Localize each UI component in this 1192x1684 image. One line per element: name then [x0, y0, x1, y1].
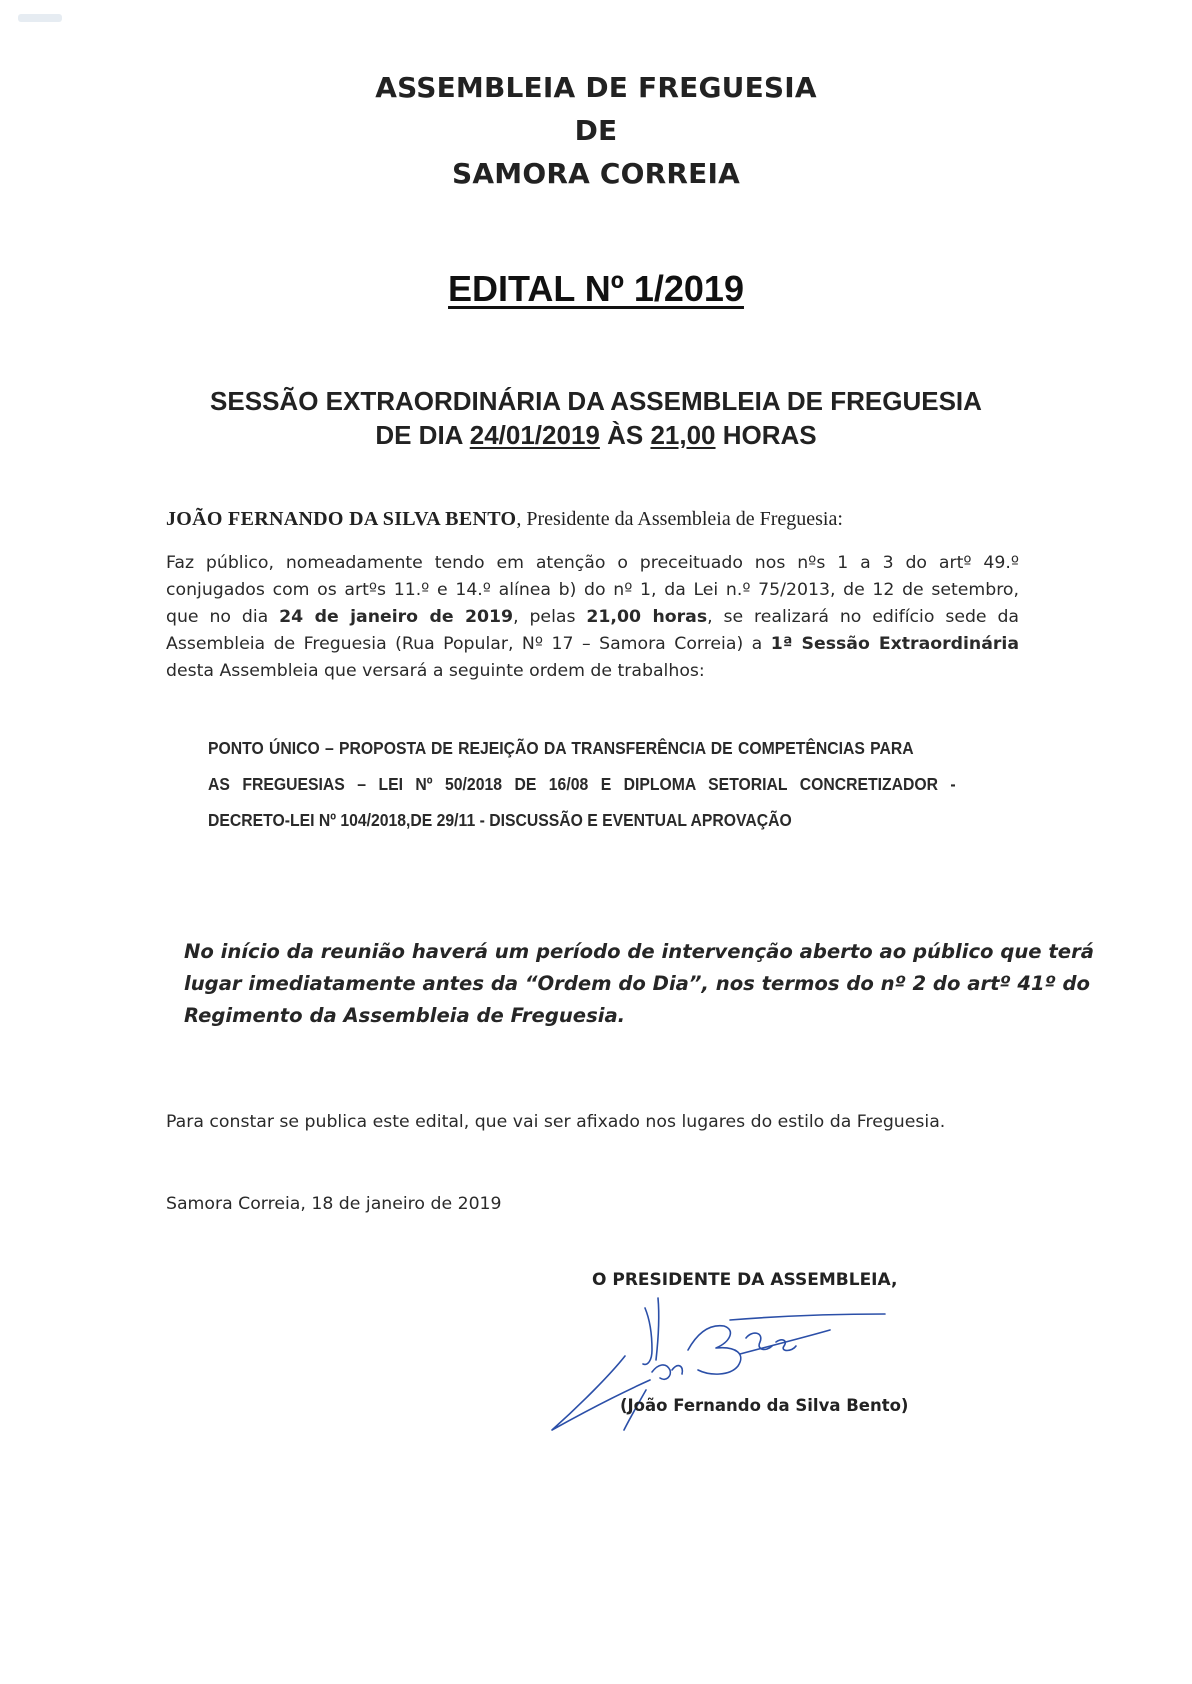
- edital-title: [0, 268, 1192, 310]
- document-header: [0, 66, 1192, 195]
- body-text: , se realizará no edifício sede da: [707, 607, 1020, 627]
- president-intro: [166, 508, 843, 531]
- body-line-4: [166, 631, 1019, 658]
- header-line-3: SAMORA CORREIA: [452, 157, 740, 190]
- notice-line-2: lugar imediatamente antes da “Ordem do Dia”, nos termos do nº 2 do artº 41º do: [184, 972, 1090, 995]
- place-and-date: Samora Correia, 18 de janeiro de 2019: [166, 1194, 502, 1214]
- meeting-time: 21,00 horas: [586, 607, 708, 627]
- session-suffix: HORAS: [715, 420, 817, 450]
- header-line-2: DE: [574, 114, 618, 147]
- agenda-line-1: PONTO ÚNICO – PROPOSTA DE REJEIÇÃO DA TRANSFERÊNCIA DE COMPETÊNCIAS PARA: [208, 738, 914, 758]
- public-notice: [184, 936, 1094, 1032]
- session-number: 1ª Sessão Extraordinária: [770, 634, 1019, 654]
- session-line-2: [0, 418, 1192, 452]
- signature-title: O PRESIDENTE DA ASSEMBLEIA,: [592, 1270, 898, 1290]
- session-time: 21,00: [650, 420, 716, 450]
- signatory-name: (João Fernando da Silva Bento): [620, 1396, 909, 1415]
- agenda-line-2: AS FREGUESIAS – LEI Nº 50/2018 DE 16/08 E DIPLOMA SETORIAL CONCRETIZADOR -: [208, 774, 956, 794]
- scan-artifact: [18, 14, 62, 22]
- meeting-date: 24 de janeiro de 2019: [279, 607, 514, 627]
- notice-line-1: No início da reunião haverá um período de intervenção aberto ao público que terá: [184, 940, 1094, 963]
- session-mid: ÀS: [599, 420, 651, 450]
- body-text: Assembleia de Freguesia (Rua Popular, Nº 17 – Samora Correia) a: [166, 634, 771, 654]
- body-line-3: [166, 604, 1019, 631]
- session-line-1: SESSÃO EXTRAORDINÁRIA DA ASSEMBLEIA DE FREGUESIA: [210, 386, 982, 416]
- body-line-5: desta Assembleia que versará a seguinte ordem de trabalhos:: [166, 661, 705, 681]
- notice-line-3: Regimento da Assembleia de Freguesia.: [184, 1004, 626, 1027]
- edital-title-text: EDITAL Nº 1/2019: [448, 268, 744, 309]
- body-line-2: conjugados com os artºs 11.º e 14.º alínea b) do nº 1, da Lei n.º 75/2013, de 12 de setembro,: [166, 580, 1019, 600]
- body-text: , pelas: [513, 607, 587, 627]
- session-heading: [0, 384, 1192, 452]
- session-prefix: DE DIA: [375, 420, 470, 450]
- agenda-line-3: DECRETO-LEI Nº 104/2018,DE 29/11 - DISCUSSÃO E EVENTUAL APROVAÇÃO: [208, 810, 792, 830]
- president-role: , Presidente da Assembleia de Freguesia:: [516, 508, 843, 530]
- president-name: JOÃO FERNANDO DA SILVA BENTO: [166, 508, 517, 530]
- header-line-1: ASSEMBLEIA DE FREGUESIA: [375, 71, 817, 104]
- agenda-item: [208, 730, 956, 838]
- body-paragraph: [166, 550, 1019, 685]
- closing-statement: Para constar se publica este edital, que vai ser afixado nos lugares do estilo da Freguesia.: [166, 1112, 946, 1132]
- handwritten-signature: [540, 1280, 900, 1450]
- body-line-1: Faz público, nomeadamente tendo em atenção o preceituado nos nºs 1 a 3 do artº 49.º: [166, 553, 1019, 573]
- body-text: que no dia: [166, 607, 280, 627]
- session-date: 24/01/2019: [469, 420, 600, 450]
